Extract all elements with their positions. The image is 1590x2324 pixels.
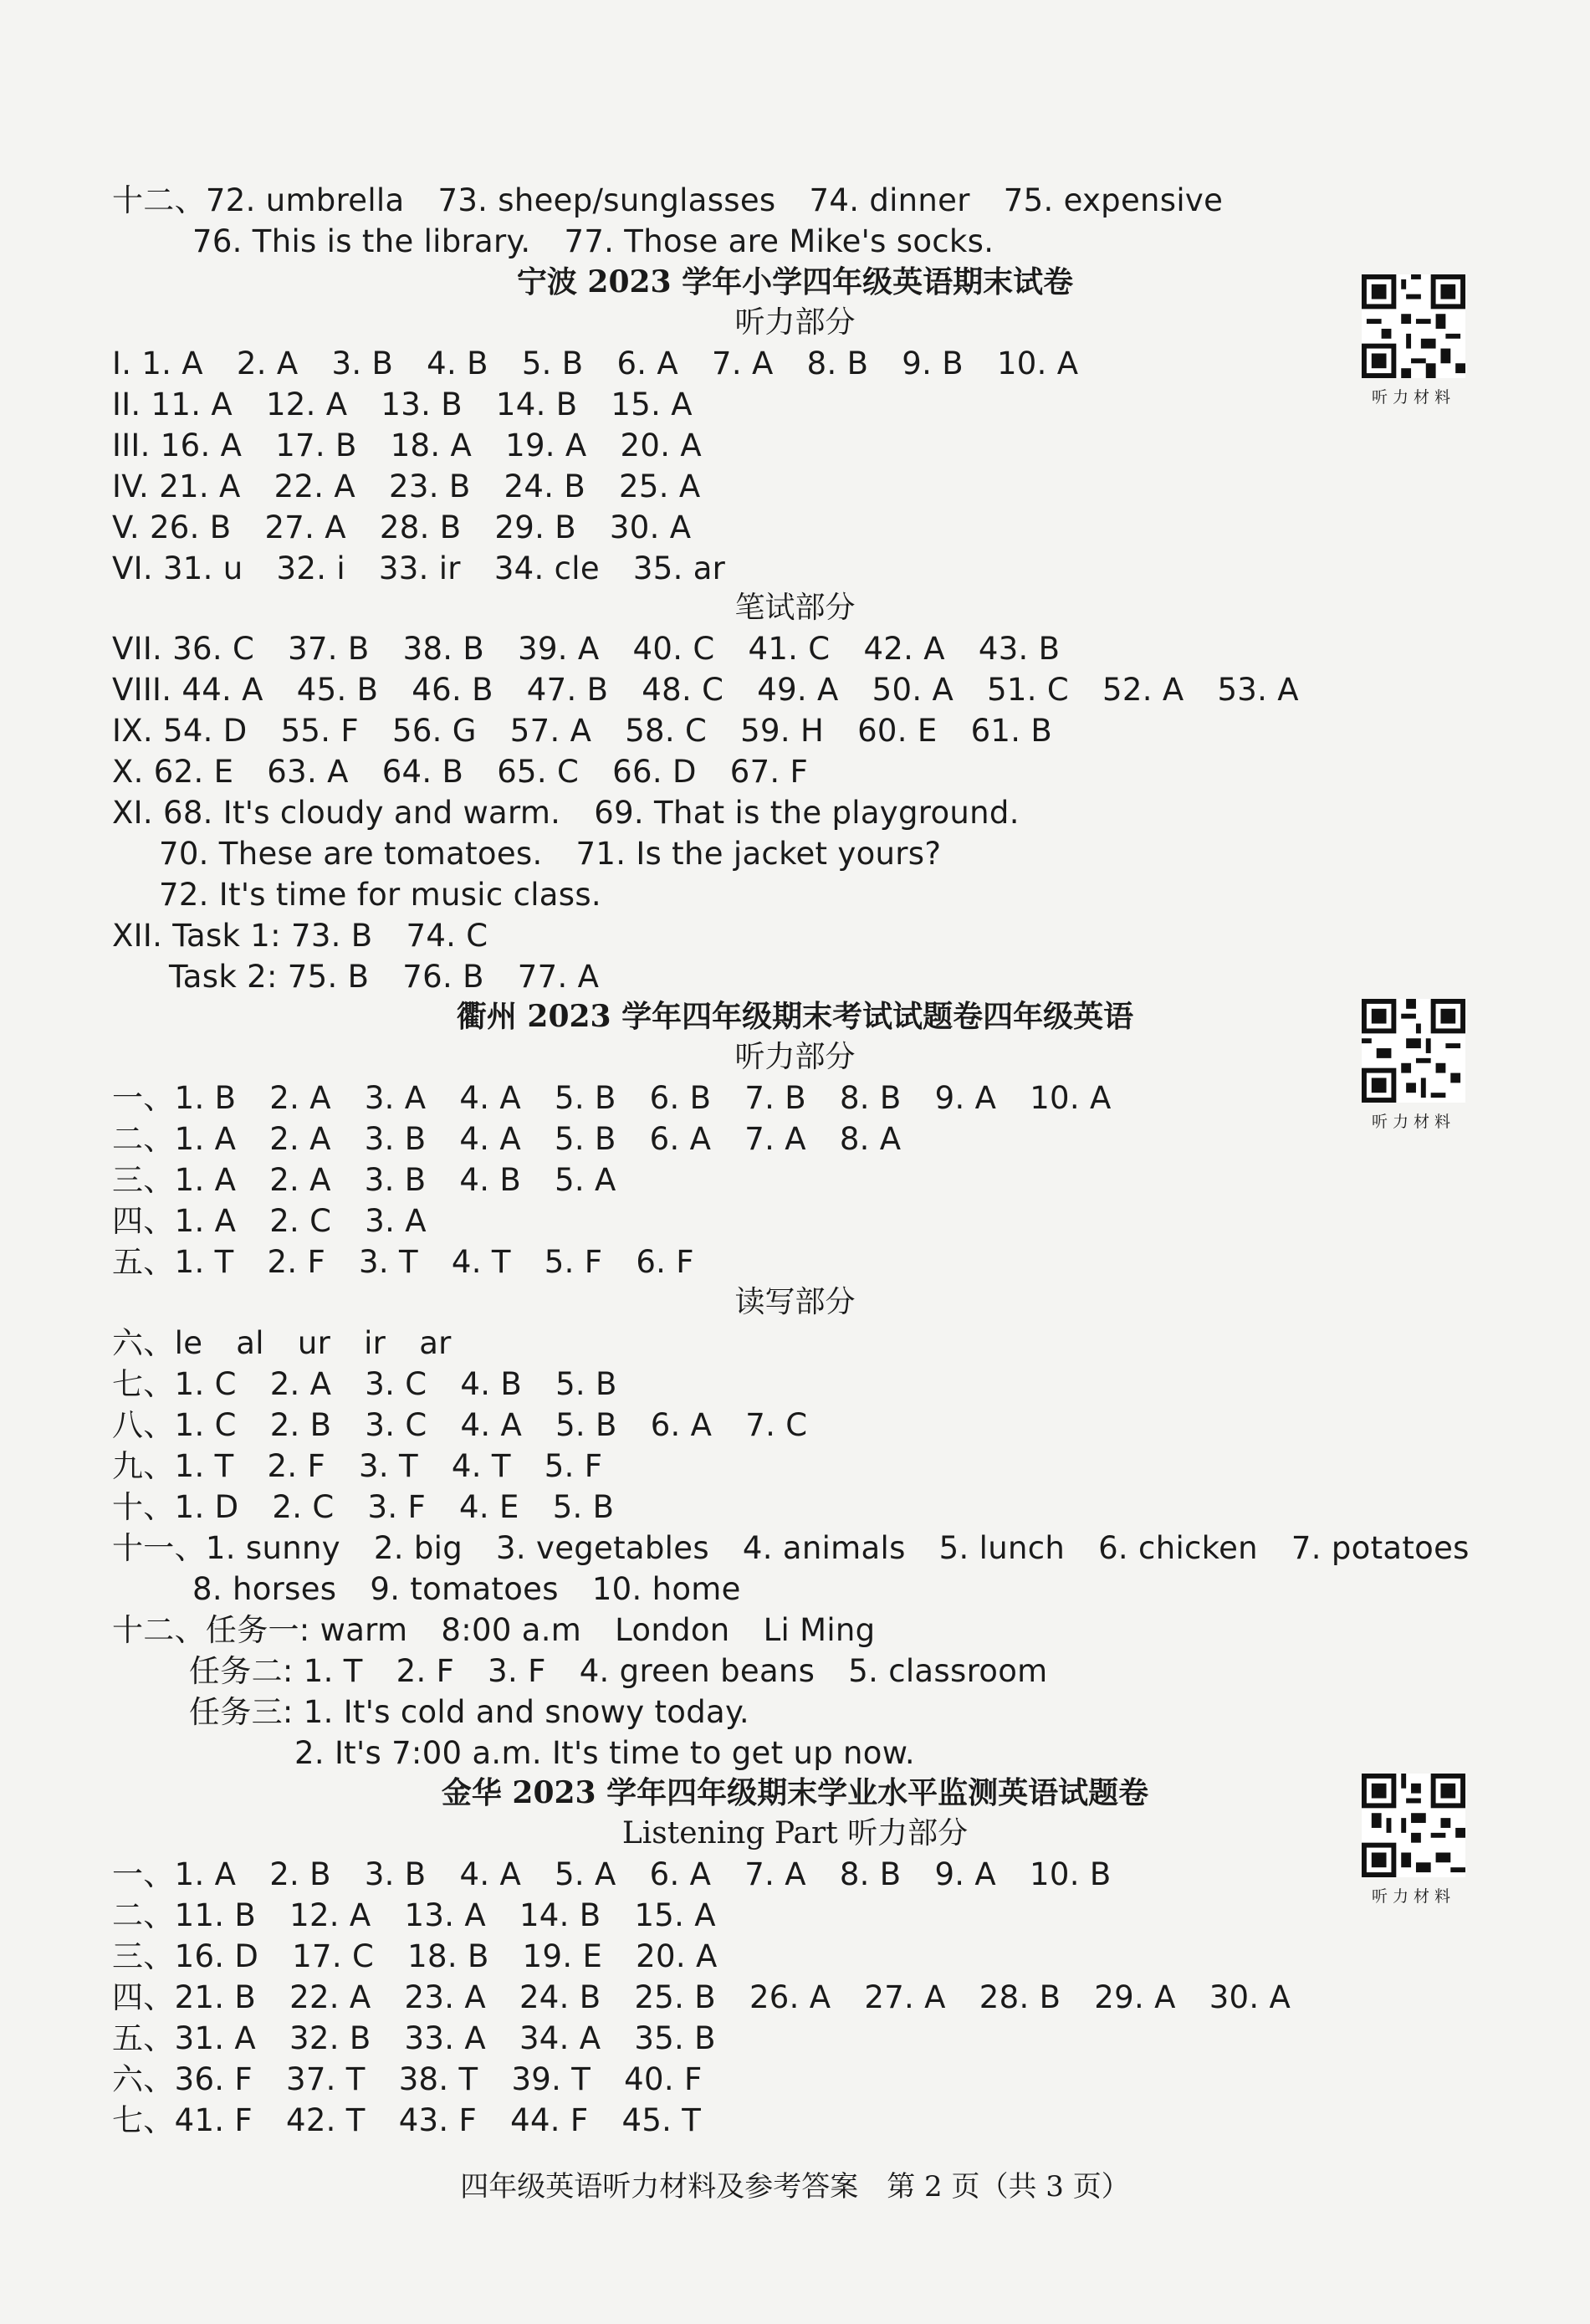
answer-item: 54. D — [162, 713, 248, 749]
question-group-label: 三、 — [112, 1938, 175, 1974]
answer-item: 4. T — [451, 1244, 511, 1280]
answer-item: 24. B — [519, 1979, 601, 2015]
answer-line — [112, 793, 1020, 833]
answer-item: 60. E — [857, 713, 938, 749]
answer-item: 52. A — [1102, 672, 1184, 708]
answer-line — [112, 385, 693, 425]
answer-item: 3. vegetables — [496, 1530, 709, 1566]
answer-line — [112, 1242, 694, 1282]
section-label-listening: 听力部分 — [734, 305, 856, 340]
question-group-label: 十二、 — [112, 182, 206, 218]
answer-item: 72. umbrella — [205, 182, 405, 218]
answer-item: 10. B — [1030, 1856, 1112, 1892]
answer-item: 37. B — [288, 631, 370, 667]
question-group-label: 五、 — [112, 2020, 175, 2056]
answer-item: 25. B — [634, 1979, 716, 2015]
answer-line — [112, 1487, 614, 1528]
section-label-reading: 读写部分 — [734, 1285, 856, 1319]
answer-item: 1. A — [141, 346, 203, 381]
answer-item: 5. B — [555, 1366, 617, 1402]
answer-item: 25. A — [619, 468, 701, 504]
answer-item: 28. B — [979, 1979, 1061, 2015]
answer-item: 3. B — [331, 346, 394, 381]
answer-item: 67. F — [729, 754, 809, 790]
answer-item: 71. Is the jacket yours? — [575, 836, 942, 872]
answer-item: 32. i — [276, 550, 345, 586]
answer-item: 29. A — [1094, 1979, 1176, 2015]
answer-line — [189, 1692, 749, 1733]
answer-item: 62. E — [153, 754, 234, 790]
answer-line — [159, 834, 941, 874]
answer-item: 19. E — [522, 1938, 603, 1974]
answer-item: 74. dinner — [809, 182, 970, 218]
answer-item: 35. B — [634, 2020, 716, 2056]
answer-item: 66. D — [612, 754, 697, 790]
answer-item: 47. B — [526, 672, 609, 708]
question-group-label: 九、 — [112, 1448, 175, 1484]
answer-line — [112, 181, 1223, 221]
answer-item: 7. A — [744, 1121, 806, 1157]
question-group-label: 十、 — [112, 1489, 175, 1525]
answer-item: 48. C — [642, 672, 724, 708]
answer-item: 28. B — [379, 509, 462, 545]
question-group-label: II. — [112, 386, 151, 422]
answer-item: ur — [297, 1325, 331, 1361]
answer-line — [112, 1528, 1470, 1569]
answer-item: 45. T — [621, 2102, 702, 2138]
answer-item: 41. F — [174, 2102, 253, 2138]
answer-item: 1. A — [174, 1162, 237, 1198]
answer-item: 8. B — [806, 346, 869, 381]
answer-item: 6. B — [649, 1080, 712, 1116]
answer-item: 5. A — [555, 1162, 616, 1198]
answer-item: ar — [419, 1325, 452, 1361]
answer-item: 1. B — [174, 1080, 237, 1116]
answer-item: 49. A — [757, 672, 839, 708]
answer-item: 27. A — [264, 509, 346, 545]
answer-item: 5. F — [544, 1244, 603, 1280]
answer-item: 39. T — [511, 2061, 591, 2097]
answer-line — [112, 1610, 875, 1651]
answer-item: 16. A — [160, 427, 243, 463]
answer-item: 17. B — [275, 427, 357, 463]
answer-item: 8. A — [839, 1121, 902, 1157]
question-group-label: V. — [112, 509, 150, 545]
answer-item: 21. A — [159, 468, 241, 504]
answer-item: 58. C — [625, 713, 708, 749]
answer-item: 8. horses — [192, 1571, 337, 1607]
exam-title-quzhou: 衢州 2023 学年四年级期末考试试题卷四年级英语 — [456, 999, 1134, 1034]
answer-line — [112, 467, 700, 507]
answer-item: 74. C — [406, 918, 488, 954]
answer-item: 43. B — [978, 631, 1061, 667]
answer-item: 4. animals — [742, 1530, 906, 1566]
answer-item: 9. B — [902, 346, 964, 381]
answer-item: 44. F — [510, 2102, 589, 2138]
answer-item: 4. A — [460, 1407, 523, 1443]
answer-item: 44. A — [181, 672, 263, 708]
question-group-label: 七、 — [112, 2102, 175, 2138]
answer-line — [112, 1855, 1112, 1895]
question-group-label: 一、 — [112, 1856, 175, 1892]
answer-line — [112, 629, 1060, 669]
answer-item: 8:00 a.m — [441, 1612, 582, 1648]
page-footer: 四年级英语听力材料及参考答案 第 2 页（共 3 页） — [460, 2170, 1130, 2204]
answer-item: 5. F — [544, 1448, 603, 1484]
answer-item: 3. C — [365, 1366, 427, 1402]
answer-item: 20. A — [636, 1938, 718, 1974]
answer-line — [192, 1569, 741, 1610]
answer-item: 53. A — [1217, 672, 1299, 708]
answer-item: 9. A — [934, 1856, 997, 1892]
answer-item: 5. A — [555, 1856, 616, 1892]
answer-line — [112, 508, 691, 548]
answer-item: 76. This is the library. — [192, 223, 531, 259]
answer-item: 51. C — [987, 672, 1070, 708]
question-group-label: Task 2: — [169, 959, 288, 995]
answer-item: 2. C — [272, 1489, 335, 1525]
answer-item: 36. C — [172, 631, 255, 667]
answer-item: 64. B — [381, 754, 464, 790]
answer-item: 8. B — [839, 1080, 902, 1116]
answer-line — [112, 2019, 716, 2059]
answer-line — [112, 549, 725, 589]
answer-item: 77. A — [517, 959, 600, 995]
answer-item: 29. B — [494, 509, 576, 545]
answer-line — [112, 1078, 1112, 1118]
answer-item: 6. A — [650, 1407, 713, 1443]
answer-item: 3. A — [364, 1080, 427, 1116]
answer-item: 23. B — [389, 468, 471, 504]
question-group-label: 八、 — [112, 1407, 175, 1443]
answer-item: 1. A — [174, 1203, 237, 1239]
qr-label-jinhua: 听力材料 — [1371, 1887, 1455, 1906]
answer-item: warm — [320, 1612, 408, 1648]
qr-label-ningbo: 听力材料 — [1371, 388, 1455, 407]
answer-item: 2. A — [269, 1080, 331, 1116]
answer-line — [112, 1896, 716, 1936]
answer-item: 1. T — [174, 1244, 234, 1280]
answer-item: 61. B — [970, 713, 1053, 749]
section-label-writing: 笔试部分 — [734, 591, 856, 625]
answer-item: 18. B — [407, 1938, 489, 1974]
answer-item: 3. B — [364, 1162, 427, 1198]
answer-item: 1. A — [174, 1121, 237, 1157]
question-group-label: 四、 — [112, 1203, 175, 1239]
answer-item: 38. T — [398, 2061, 478, 2097]
answer-item: 65. C — [497, 754, 580, 790]
answer-item: al — [236, 1325, 264, 1361]
answer-item: 26. B — [149, 509, 232, 545]
answer-item: 3. C — [365, 1407, 427, 1443]
answer-item: 9. A — [934, 1080, 997, 1116]
answer-line — [112, 670, 1299, 710]
answer-item: Li Ming — [763, 1612, 876, 1648]
question-group-label: XII. Task 1: — [112, 918, 291, 954]
question-group-label: I. — [112, 346, 142, 381]
answer-item: 76. B — [402, 959, 484, 995]
answer-item: 3. T — [359, 1244, 418, 1280]
answer-item: 10. home — [591, 1571, 741, 1607]
answer-item: 22. A — [274, 468, 356, 504]
answer-item: 73. sheep/sunglasses — [437, 182, 776, 218]
answer-item: 15. A — [634, 1897, 716, 1933]
answer-item: 45. B — [296, 672, 379, 708]
answer-item: 70. These are tomatoes. — [159, 836, 543, 872]
answer-item: 46. B — [412, 672, 493, 708]
answer-item: 4. A — [459, 1080, 521, 1116]
answer-item: 36. F — [174, 2061, 253, 2097]
answer-item: 2. A — [269, 1162, 331, 1198]
question-group-label: 六、 — [112, 2061, 175, 2097]
answer-item: 4. green beans — [579, 1653, 815, 1689]
answer-line — [112, 916, 488, 956]
answer-item: 27. A — [864, 1979, 946, 2015]
answer-item: 32. B — [289, 2020, 371, 2056]
answer-item: 59. H — [740, 713, 825, 749]
question-group-label: VII. — [112, 631, 173, 667]
answer-item: 5. B — [521, 346, 584, 381]
answer-item: 2. F — [267, 1448, 326, 1484]
answer-item: 42. A — [863, 631, 945, 667]
answer-item: 13. A — [404, 1897, 486, 1933]
answer-item: 4. E — [459, 1489, 519, 1525]
answer-item: 15. A — [611, 386, 693, 422]
answer-item: 10. A — [1030, 1080, 1112, 1116]
answer-item: 3. F — [488, 1653, 546, 1689]
answer-item: le — [174, 1325, 203, 1361]
answer-item: 6. A — [649, 1121, 712, 1157]
answer-item: 2. F — [396, 1653, 455, 1689]
section-label-listening: 听力部分 — [734, 1040, 856, 1074]
answer-item: 41. C — [748, 631, 831, 667]
answer-item: 14. B — [495, 386, 578, 422]
answer-item: 5. B — [555, 1080, 616, 1116]
answer-item: 21. B — [174, 1979, 257, 2015]
answer-item: 14. B — [519, 1897, 601, 1933]
answer-item: 7. C — [745, 1407, 808, 1443]
exam-title-ningbo: 宁波 2023 学年小学四年级英语期末试卷 — [516, 264, 1074, 299]
answer-item: 6. A — [649, 1856, 712, 1892]
question-group-label: VIII. — [112, 672, 182, 708]
answer-item: 5. classroom — [848, 1653, 1048, 1689]
question-group-label: X. — [112, 754, 154, 790]
answer-item: 63. A — [267, 754, 349, 790]
answer-item: 12. A — [289, 1897, 371, 1933]
answer-line — [112, 1937, 718, 1977]
answer-item: 42. T — [286, 2102, 366, 2138]
answer-item: 1. sunny — [205, 1530, 340, 1566]
answer-line — [112, 1201, 427, 1241]
question-group-label: VI. — [112, 550, 163, 586]
answer-line — [112, 1978, 1291, 2018]
answer-item: 31. A — [174, 2020, 257, 2056]
answer-item: 9. tomatoes — [370, 1571, 559, 1607]
answer-item: 4. T — [451, 1448, 511, 1484]
answer-item: 8. B — [839, 1856, 902, 1892]
answer-item: 5. B — [555, 1407, 617, 1443]
question-group-label: 三、 — [112, 1162, 175, 1198]
answer-item: 68. It's cloudy and warm. — [162, 795, 561, 831]
question-group-label: 二、 — [112, 1897, 175, 1933]
qr-label-quzhou: 听力材料 — [1371, 1113, 1455, 1131]
question-group-label: 二、 — [112, 1121, 175, 1157]
answer-item: 4. A — [459, 1856, 522, 1892]
answer-item: 7. A — [712, 346, 774, 381]
answer-item: 72. It's time for music class. — [159, 877, 601, 913]
answer-item: 39. A — [518, 631, 600, 667]
answer-item: 55. F — [280, 713, 359, 749]
answer-item: 7. A — [744, 1856, 806, 1892]
answer-item: 3. B — [364, 1856, 427, 1892]
exam-title-jinhua: 金华 2023 学年四年级期末学业水平监测英语试题卷 — [441, 1775, 1149, 1810]
answer-item: 16. D — [174, 1938, 259, 1974]
answer-line — [112, 1364, 617, 1405]
answer-item: 1. T — [303, 1653, 363, 1689]
answer-item: 12. A — [265, 386, 348, 422]
question-group-label: 七、 — [112, 1366, 175, 1402]
answer-item: 2. big — [373, 1530, 463, 1566]
answer-item: 10. A — [996, 346, 1079, 381]
answer-line — [112, 2101, 701, 2141]
answer-item: 4. B — [459, 1162, 522, 1198]
section-label-listening: Listening Part 听力部分 — [621, 1816, 969, 1850]
qr-code-ningbo[interactable] — [1362, 274, 1465, 378]
answer-item: 2. A — [269, 1121, 331, 1157]
answer-item: 22. A — [289, 1979, 371, 2015]
answer-item: 17. C — [292, 1938, 375, 1974]
answer-line — [112, 1405, 807, 1446]
answer-line — [112, 752, 808, 792]
answer-item: 19. A — [505, 427, 587, 463]
question-group-label: IV. — [112, 468, 160, 504]
answer-line — [169, 957, 599, 997]
answer-item: 40. F — [624, 2061, 703, 2097]
answer-item: 30. A — [609, 509, 692, 545]
answer-item: 34. A — [519, 2020, 601, 2056]
answer-line — [112, 2060, 703, 2100]
answer-item: 2. B — [269, 1856, 331, 1892]
answer-line — [294, 1733, 915, 1774]
answer-item: 5. lunch — [938, 1530, 1066, 1566]
answer-item: 1. A — [174, 1856, 237, 1892]
answer-line — [112, 344, 1078, 384]
answer-item: 43. F — [398, 2102, 478, 2138]
answer-item: 1. D — [174, 1489, 239, 1525]
answer-line — [192, 222, 994, 262]
answer-item: ir — [364, 1325, 386, 1361]
answer-item: 2. A — [269, 1366, 332, 1402]
question-group-label: XI. — [112, 795, 163, 831]
answer-item: 4. B — [460, 1366, 523, 1402]
answer-item: 3. A — [365, 1203, 427, 1239]
answer-item: 24. B — [504, 468, 586, 504]
answer-item: 11. A — [151, 386, 233, 422]
answer-item: 2. A — [236, 346, 299, 381]
answer-item: 18. A — [390, 427, 473, 463]
answer-item: 2. C — [269, 1203, 332, 1239]
question-group-label: 六、 — [112, 1325, 175, 1361]
answer-item: 34. cle — [493, 550, 600, 586]
answer-item: 4. A — [459, 1121, 521, 1157]
answer-item: 6. chicken — [1098, 1530, 1258, 1566]
answer-item: 1. It's cold and snowy today. — [303, 1694, 749, 1730]
answer-item: 35. ar — [632, 550, 726, 586]
answer-item: 2. F — [267, 1244, 326, 1280]
answer-item: 20. A — [620, 427, 702, 463]
answer-item: 50. A — [872, 672, 954, 708]
answer-item: 56. G — [391, 713, 477, 749]
question-group-label: 十一、 — [112, 1530, 206, 1566]
answer-line — [112, 711, 1052, 751]
answer-item: 6. A — [616, 346, 679, 381]
qr-code-quzhou[interactable] — [1362, 999, 1465, 1103]
answer-item: 5. B — [555, 1121, 616, 1157]
answer-item: 73. B — [290, 918, 373, 954]
question-group-label: 任务三: — [189, 1694, 304, 1730]
answer-item: London — [615, 1612, 730, 1648]
question-group-label: 任务二: — [189, 1653, 304, 1689]
answer-item: 33. A — [404, 2020, 486, 2056]
answer-item: 69. That is the playground. — [594, 795, 1020, 831]
answer-item: 2. B — [269, 1407, 332, 1443]
answer-item: 37. T — [286, 2061, 366, 2097]
answer-line — [112, 1446, 602, 1487]
answer-item: 31. u — [162, 550, 243, 586]
question-group-label: 十二、任务一: — [112, 1612, 320, 1648]
answer-item: 7. B — [744, 1080, 806, 1116]
answer-item: 2. It's 7:00 a.m. It's time to get up now. — [294, 1735, 915, 1771]
answer-item: 11. B — [174, 1897, 257, 1933]
answer-item: 1. T — [174, 1448, 234, 1484]
answer-item: 3. B — [364, 1121, 427, 1157]
answer-item: 3. T — [359, 1448, 418, 1484]
answer-line — [112, 1119, 901, 1159]
answer-item: 30. A — [1209, 1979, 1291, 2015]
answer-item: 4. B — [427, 346, 488, 381]
question-group-label: IX. — [112, 713, 163, 749]
answer-item: 13. B — [381, 386, 463, 422]
qr-code-jinhua[interactable] — [1362, 1774, 1465, 1877]
answer-line — [189, 1651, 1047, 1692]
answer-line — [159, 875, 601, 915]
question-group-label: 一、 — [112, 1080, 175, 1116]
answer-item: 5. B — [552, 1489, 615, 1525]
answer-line — [112, 426, 702, 466]
answer-item: 7. potatoes — [1291, 1530, 1470, 1566]
answer-item: 1. C — [174, 1407, 237, 1443]
answer-item: 23. A — [404, 1979, 486, 2015]
answer-item: 33. ir — [378, 550, 461, 586]
answer-line — [112, 1323, 452, 1364]
answer-item: 75. B — [287, 959, 370, 995]
question-group-label: 四、 — [112, 1979, 175, 2015]
answer-item: 40. C — [632, 631, 715, 667]
answer-item: 38. B — [402, 631, 485, 667]
question-group-label: III. — [112, 427, 161, 463]
answer-item: 75. expensive — [1003, 182, 1224, 218]
answer-item: 6. F — [636, 1244, 694, 1280]
answer-line — [112, 1160, 616, 1200]
answer-item: 77. Those are Mike's socks. — [564, 223, 994, 259]
question-group-label: 五、 — [112, 1244, 175, 1280]
answer-item: 57. A — [509, 713, 592, 749]
answer-item: 3. F — [367, 1489, 427, 1525]
answer-item: 1. C — [174, 1366, 237, 1402]
answer-item: 26. A — [749, 1979, 831, 2015]
